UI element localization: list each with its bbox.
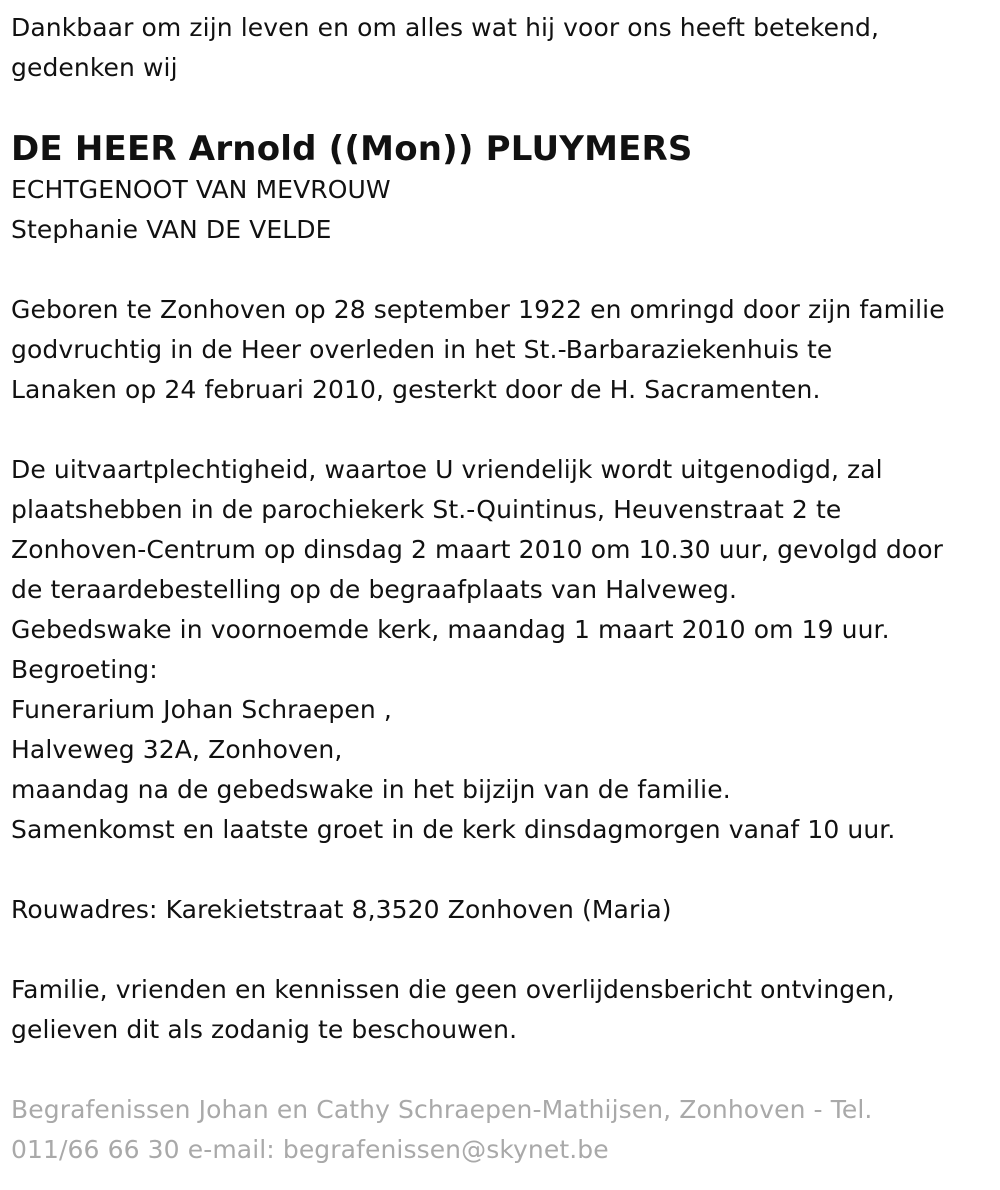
birth-death-line: godvruchtig in de Heer overleden in het St.-Barbaraziekenhuis te (11, 335, 833, 364)
ceremony-line: Funerarium Johan Schraepen , (11, 695, 392, 724)
ceremony-line: Gebedswake in voornoemde kerk, maandag 1 maart 2010 om 19 uur. (11, 615, 890, 644)
ceremony-line: plaatshebben in de parochiekerk St.-Quintinus, Heuvenstraat 2 te (11, 495, 842, 524)
intro-line: Dankbaar om zijn leven en om alles wat hij voor ons heeft betekend, (11, 13, 880, 42)
birth-death-line: Geboren te Zonhoven op 28 september 1922 en omringd door zijn familie (11, 295, 945, 324)
intro-line: gedenken wij (11, 53, 178, 82)
birth-death-section (11, 290, 1000, 410)
birth-death-line: Lanaken op 24 februari 2010, gesterkt door de H. Sacramenten. (11, 375, 821, 404)
ceremony-line: De uitvaartplechtigheid, waartoe U vriendelijk wordt uitgenodigd, zal (11, 455, 883, 484)
ceremony-line: Samenkomst en laatste groet in de kerk dinsdagmorgen vanaf 10 uur. (11, 815, 896, 844)
notice-line: Familie, vrienden en kennissen die geen overlijdensbericht ontvingen, (11, 975, 895, 1004)
ceremony-line: Begroeting: (11, 655, 158, 684)
ceremony-line: de teraardebestelling op de begraafplaats van Halveweg. (11, 575, 738, 604)
footer-section (11, 1090, 1000, 1170)
intro-section (11, 8, 1000, 88)
ceremony-line: maandag na de gebedswake in het bijzijn van de familie. (11, 775, 731, 804)
notice-section (11, 970, 1000, 1050)
ceremony-line: Halveweg 32A, Zonhoven, (11, 735, 343, 764)
spouse-name: Stephanie VAN DE VELDE (11, 215, 332, 244)
ceremony-section (11, 450, 1000, 850)
notice-line: gelieven dit als zodanig te beschouwen. (11, 1015, 518, 1044)
deceased-name: DE HEER Arnold ((Mon)) PLUYMERS (11, 129, 693, 169)
footer-line: 011/66 66 30 e-mail: begrafenissen@skynet.be (11, 1135, 609, 1164)
footer-line: Begrafenissen Johan en Cathy Schraepen-Mathijsen, Zonhoven - Tel. (11, 1095, 873, 1124)
spouse-relation: ECHTGENOOT VAN MEVROUW (11, 175, 391, 204)
address-section (11, 890, 1000, 930)
mourning-address: Rouwadres: Karekietstraat 8,3520 Zonhoven (Maria) (11, 895, 672, 924)
ceremony-line: Zonhoven-Centrum op dinsdag 2 maart 2010 om 10.30 uur, gevolgd door (11, 535, 943, 564)
